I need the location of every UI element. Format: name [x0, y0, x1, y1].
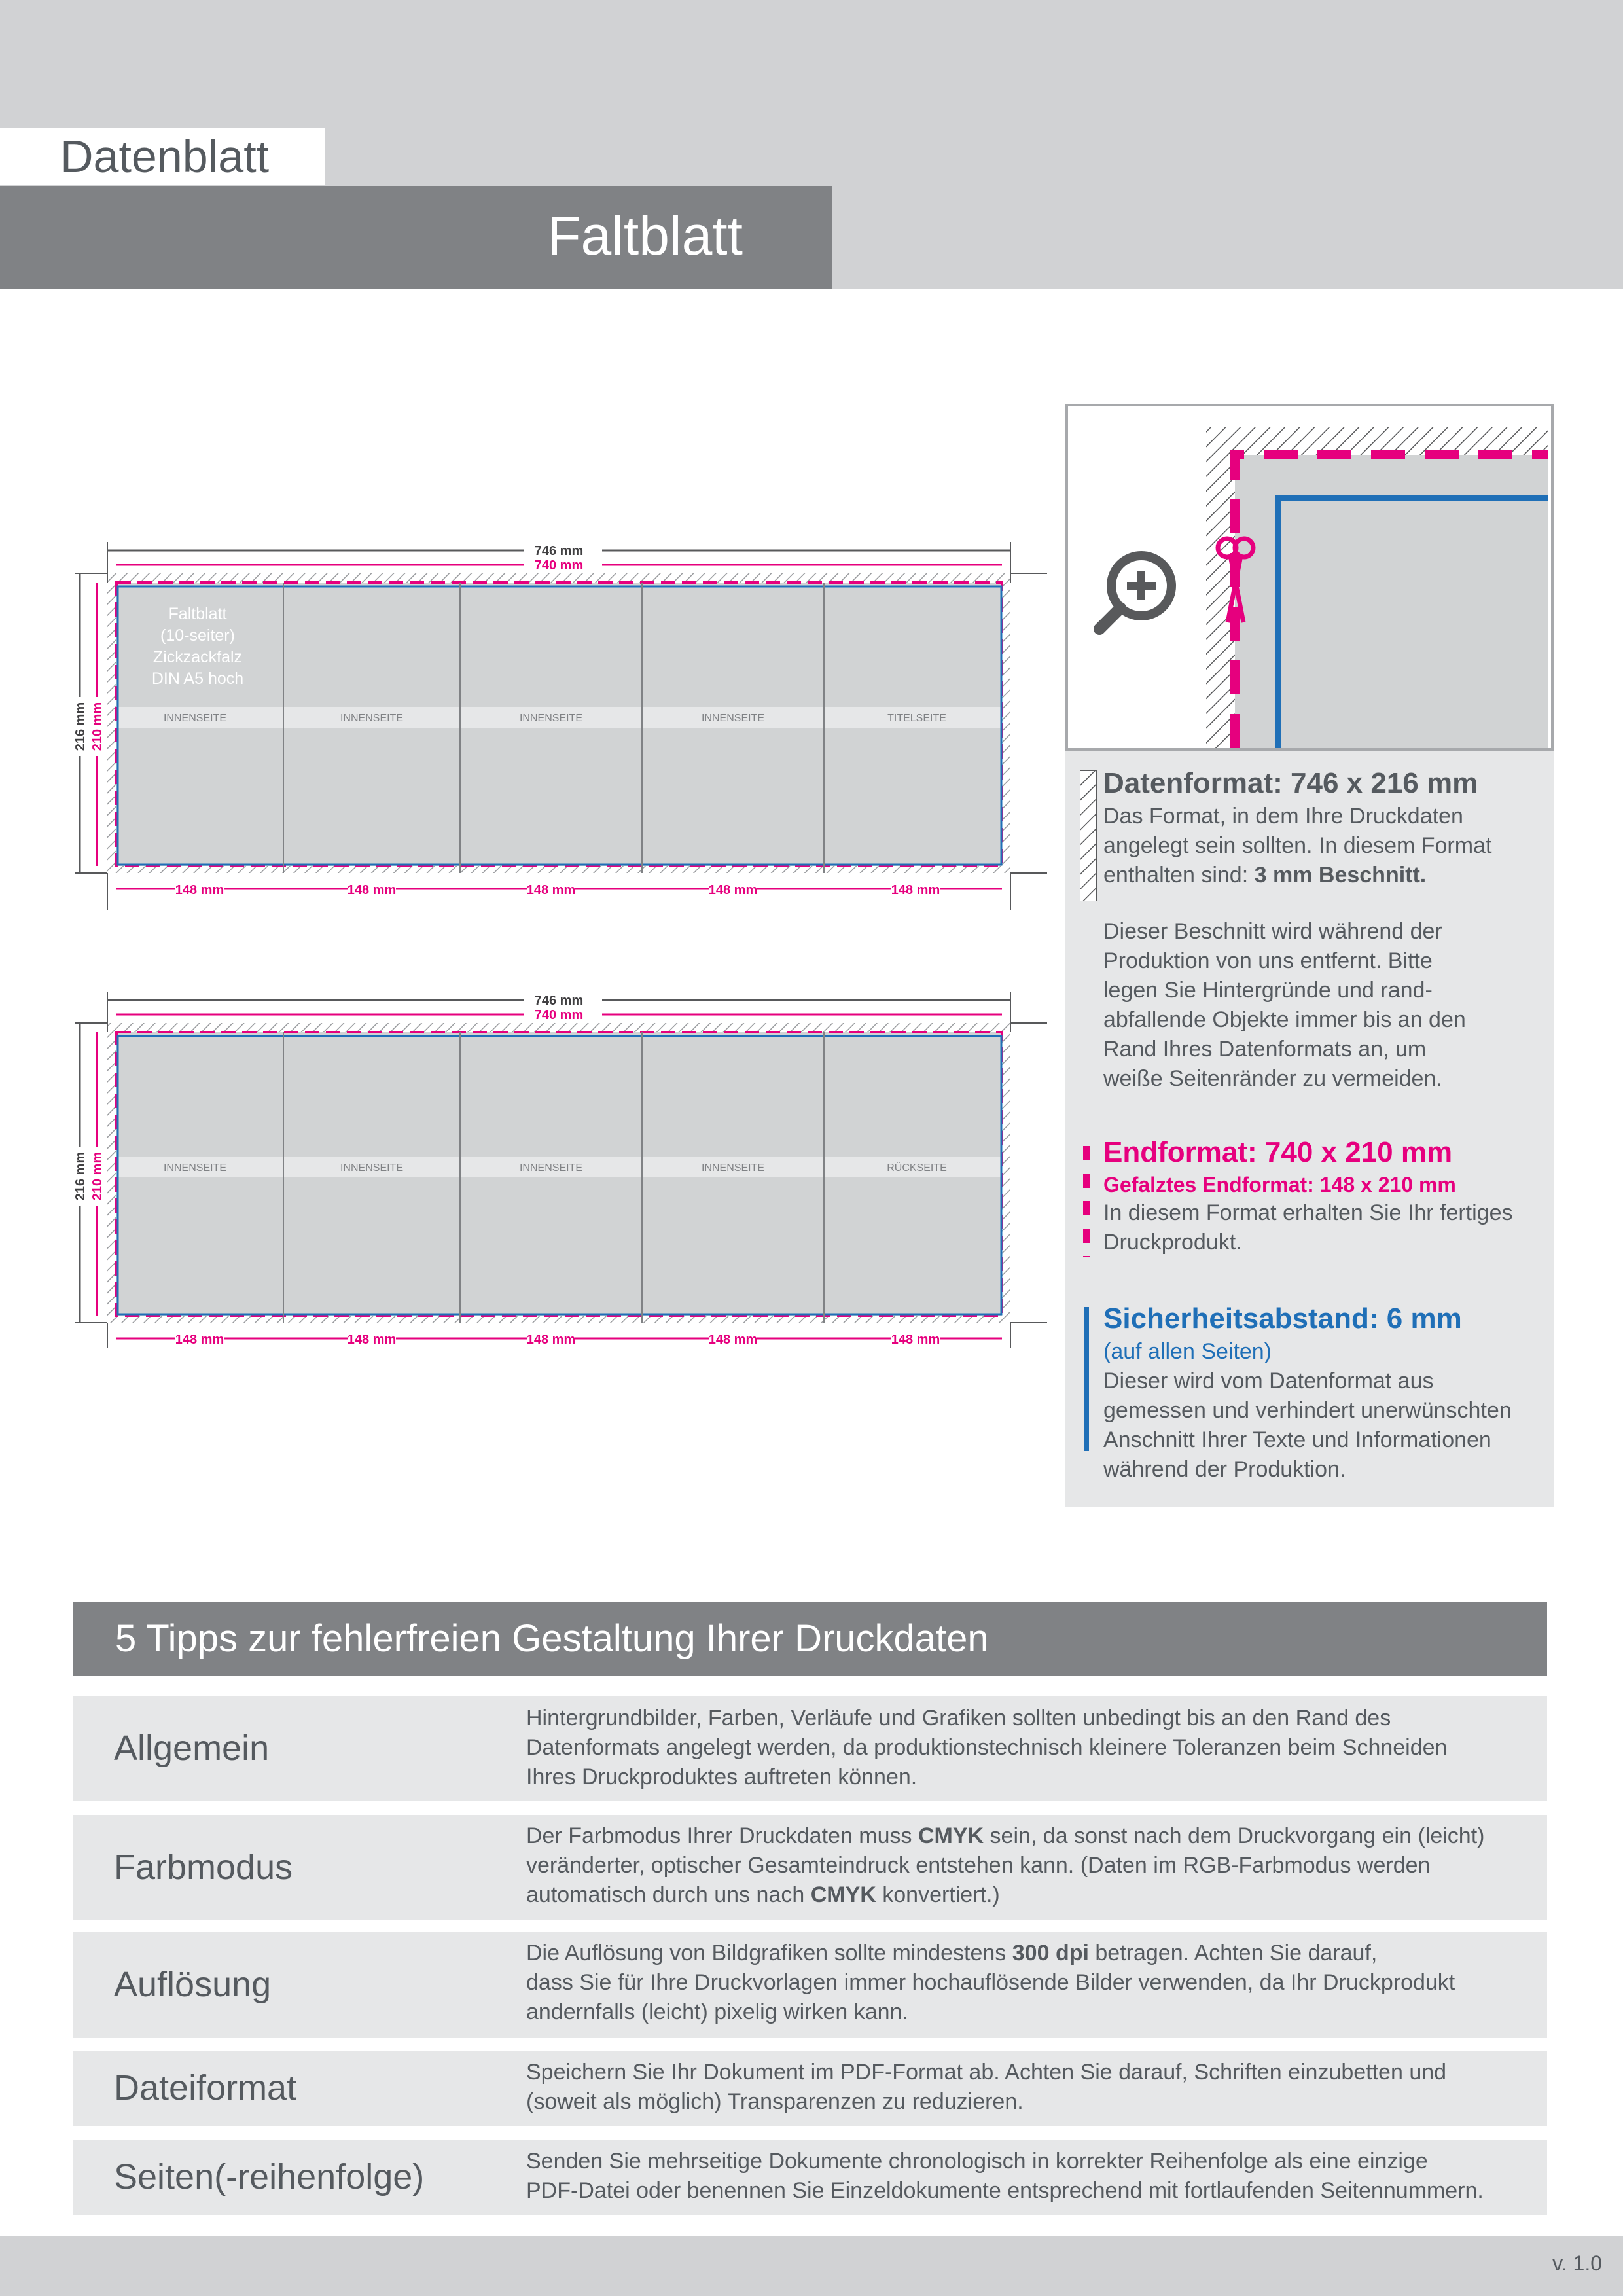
tip-text — [526, 1939, 1534, 2027]
tip-text-part: konvertiert.) — [876, 1882, 1000, 1907]
product-note-line: Faltblatt — [168, 605, 227, 623]
endformat-line: Druckprodukt. — [1103, 1230, 1242, 1255]
tip-text-line — [526, 1880, 1534, 1910]
tip-label: Farbmodus — [114, 1848, 293, 1887]
beschnitt-line: legen Sie Hintergründe und rand- — [1103, 978, 1433, 1003]
datenformat-line — [1103, 861, 1426, 890]
tip-text-part: sein, da sonst nach dem Druckvorgang ein (leicht) — [984, 1823, 1485, 1848]
panel-label: INNENSEITE — [340, 713, 404, 724]
datenformat-bold: 3 mm Beschnitt. — [1254, 863, 1427, 888]
tip-text-bold: CMYK — [918, 1823, 984, 1848]
panel-width-label: 148 mm — [891, 1333, 940, 1347]
tip-text-part: Die Auflösung von Bildgrafiken sollte mindestens — [526, 1941, 1012, 1965]
panel-label: INNENSEITE — [340, 1162, 404, 1174]
tip-text — [526, 1704, 1534, 1792]
sicherheit-marker — [1084, 1307, 1089, 1451]
panel-width-label: 148 mm — [175, 1333, 224, 1347]
panel-label: INNENSEITE — [519, 1162, 583, 1174]
panel-width-label: 148 mm — [708, 883, 758, 897]
datenformat-line: angelegt sein sollten. In diesem Format — [1103, 833, 1492, 858]
tip-text-line: andernfalls (leicht) pixelig wirken kann. — [526, 2000, 908, 2024]
zoom-detail-graphic — [1068, 406, 1551, 748]
footer-band — [0, 2236, 1623, 2296]
panel-width-label: 148 mm — [526, 1333, 576, 1347]
magnifier-plus-icon — [1099, 556, 1171, 629]
tip-text — [526, 2058, 1534, 2117]
panel-width-label: 148 mm — [708, 1333, 758, 1347]
endformat-subtitle: Gefalztes Endformat: 148 x 210 mm — [1103, 1173, 1456, 1196]
sicherheit-title: Sicherheitsabstand: 6 mm — [1103, 1302, 1462, 1335]
tip-text-line: Senden Sie mehrseitige Dokumente chronologisch in korrekter Reihenfolge als eine einzige — [526, 2149, 1428, 2174]
tip-row-aufloesung — [73, 1932, 1547, 2038]
width-inner-label: 740 mm — [534, 1008, 584, 1022]
tip-text-line: Speichern Sie Ihr Dokument im PDF-Format ab. Achten Sie darauf, Schriften einzubetten und — [526, 2060, 1447, 2085]
height-inner-label: 210 mm — [90, 702, 105, 751]
panel-label: TITELSEITE — [887, 713, 946, 724]
width-inner-label: 740 mm — [534, 558, 584, 573]
panel-label: INNENSEITE — [163, 1162, 227, 1174]
tip-text-line: Hintergrundbilder, Farben, Verläufe und Grafiken sollten unbedingt bis an den Rand des — [526, 1706, 1391, 1731]
format-diagrams — [0, 524, 1060, 1348]
zoom-detail-box — [1065, 404, 1554, 751]
diagram-rueckseite — [73, 992, 1047, 1348]
sicherheit-line: Dieser wird vom Datenformat aus — [1103, 1369, 1434, 1393]
tip-text-line: veränderter, optischer Gesamteindruck entstehen kann. (Daten im RGB-Farbmodus werden — [526, 1853, 1431, 1878]
tip-label: Seiten(-reihenfolge) — [114, 2157, 425, 2197]
tip-label: Auflösung — [114, 1965, 272, 2004]
tip-text-part: automatisch durch uns nach — [526, 1882, 811, 1907]
panel-width-label: 148 mm — [347, 883, 397, 897]
endformat-title: Endformat: 740 x 210 mm — [1103, 1136, 1453, 1168]
tip-text-bold: CMYK — [810, 1882, 876, 1907]
tip-text-line: (soweit als möglich) Transparenzen zu reduzieren. — [526, 2089, 1024, 2114]
beschnitt-line: Produktion von uns entfernt. Bitte — [1103, 948, 1433, 973]
tip-text-line: Ihres Druckproduktes auftreten können. — [526, 1765, 918, 1789]
endformat-line: In diesem Format erhalten Sie Ihr fertiges — [1103, 1200, 1513, 1225]
panel-width-label: 148 mm — [347, 1333, 397, 1347]
datenformat-line: Das Format, in dem Ihre Druckdaten — [1103, 804, 1463, 829]
tip-row-allgemein — [73, 1696, 1547, 1801]
tip-row-farbmodus — [73, 1815, 1547, 1920]
panel-label: INNENSEITE — [163, 713, 227, 724]
tip-text-line — [526, 1939, 1534, 1968]
datenformat-line-text: enthalten sind: — [1103, 863, 1255, 888]
tip-text-line: PDF-Datei oder benennen Sie Einzeldokumente entsprechend mit fortlaufenden Seitennummern. — [526, 2178, 1484, 2203]
height-outer-label: 216 mm — [73, 1151, 88, 1201]
panel-width-label: 148 mm — [891, 883, 940, 897]
beschnitt-line: Rand Ihres Datenformats an, um — [1103, 1037, 1427, 1062]
product-note-line: (10-seiter) — [160, 626, 235, 645]
tips-title: 5 Tipps zur fehlerfreien Gestaltung Ihrer Druckdaten — [115, 1617, 989, 1660]
height-inner-label: 210 mm — [90, 1151, 105, 1201]
width-outer-label: 746 mm — [534, 994, 584, 1008]
tip-text — [526, 2147, 1534, 2206]
panel-width-label: 148 mm — [175, 883, 224, 897]
tip-text-line — [526, 1821, 1534, 1851]
height-outer-label: 216 mm — [73, 702, 88, 751]
page-title: Faltblatt — [547, 205, 743, 266]
beschnitt-line: abfallende Objekte immer bis an den — [1103, 1007, 1466, 1032]
width-outer-label: 746 mm — [534, 544, 584, 558]
tip-text-line: Datenformats angelegt werden, da produktionstechnisch kleinere Toleranzen beim Schneiden — [526, 1735, 1448, 1760]
panel-label: INNENSEITE — [701, 1162, 765, 1174]
panel-label: RÜCKSEITE — [887, 1162, 947, 1174]
beschnitt-line: Dieser Beschnitt wird während der — [1103, 919, 1442, 944]
sicherheit-line: Anschnitt Ihrer Texte und Informationen — [1103, 1427, 1491, 1452]
tip-text-line: dass Sie für Ihre Druckvorlagen immer hochauflösende Bilder verwenden, da Ihr Druckprodukt — [526, 1970, 1455, 1995]
endformat-marker — [1082, 1146, 1090, 1257]
sicherheit-line: gemessen und verhindert unerwünschten — [1103, 1398, 1512, 1423]
sicherheit-subtitle: (auf allen Seiten) — [1103, 1339, 1272, 1364]
info-panel — [1065, 751, 1554, 1507]
bleed-marker — [1080, 770, 1097, 901]
beschnitt-line: weiße Seitenränder zu vermeiden. — [1103, 1066, 1442, 1091]
panel-label: INNENSEITE — [701, 713, 765, 724]
diagram-titelseite — [73, 542, 1047, 910]
tip-text-part: Der Farbmodus Ihrer Druckdaten muss — [526, 1823, 918, 1848]
product-note-line: DIN A5 hoch — [151, 670, 244, 688]
tip-row-seiten — [73, 2140, 1547, 2215]
product-note-line: Zickzackfalz — [152, 648, 243, 666]
tip-text-part: betragen. Achten Sie darauf, — [1088, 1941, 1378, 1965]
panel-width-label: 148 mm — [526, 883, 576, 897]
tip-text-bold: 300 dpi — [1012, 1941, 1089, 1965]
sicherheit-line: während der Produktion. — [1103, 1457, 1346, 1482]
datenformat-title: Datenformat: 746 x 216 mm — [1103, 767, 1478, 799]
panel-label: INNENSEITE — [519, 713, 583, 724]
tip-text — [526, 1821, 1534, 1910]
version-label: v. 1.0 — [1552, 2251, 1602, 2275]
document-type-label: Datenblatt — [60, 131, 270, 182]
tip-label: Allgemein — [114, 1729, 270, 1768]
tip-label: Dateiformat — [114, 2068, 297, 2108]
tip-row-dateiformat — [73, 2051, 1547, 2126]
